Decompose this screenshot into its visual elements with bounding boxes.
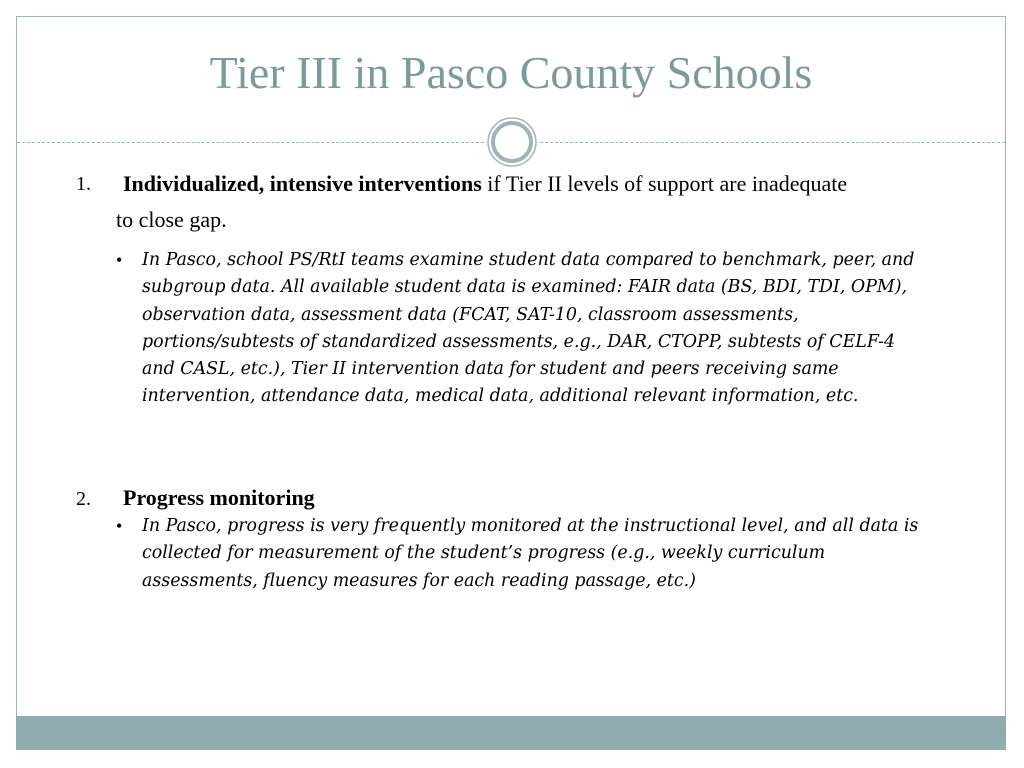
footer-bar bbox=[16, 716, 1006, 750]
item-text-1 bbox=[116, 166, 856, 238]
title-divider-right bbox=[540, 142, 1005, 143]
title-divider-left bbox=[17, 142, 484, 143]
item-text-2 bbox=[123, 480, 863, 516]
item-bold-1: Individualized, intensive interventions bbox=[123, 171, 482, 196]
bullet-text-1: In Pasco, school PS/RtI teams examine student data compared to benchmark, peer, and subgroup data. All available student data is examined: FAIR data (BS, BDI, TDI, OPM), observation data, assessment data (FCAT, SAT-10, classroom assessments, portions/subtests of standardized assessments, e.g., DAR, CTOPP, subtests of CELF-4 and CASL, etc.), Tier II intervention data for student and peers receiving same intervention, attendance data, medical data, additional relevant information, etc. bbox=[142, 250, 915, 407]
slide-title: Tier III in Pasco County Schools bbox=[209, 47, 813, 98]
item-number-2: 2. bbox=[76, 488, 91, 510]
item-number-1: 1. bbox=[76, 173, 91, 195]
circle-ornament-icon bbox=[486, 116, 538, 168]
bullet-dot-2: • bbox=[116, 516, 123, 536]
bullet-text-2: In Pasco, progress is very frequently monitored at the instructional level, and all data is collected for measurement of the student’s progress (e.g., weekly curriculum assessments, fluency measures for each reading passage, etc.) bbox=[142, 516, 919, 591]
item-bold-2: Progress monitoring bbox=[123, 485, 315, 510]
bullet-dot-1: • bbox=[116, 250, 123, 270]
item-rest-1: if Tier II levels of support are inadequate to close gap. bbox=[116, 171, 848, 232]
